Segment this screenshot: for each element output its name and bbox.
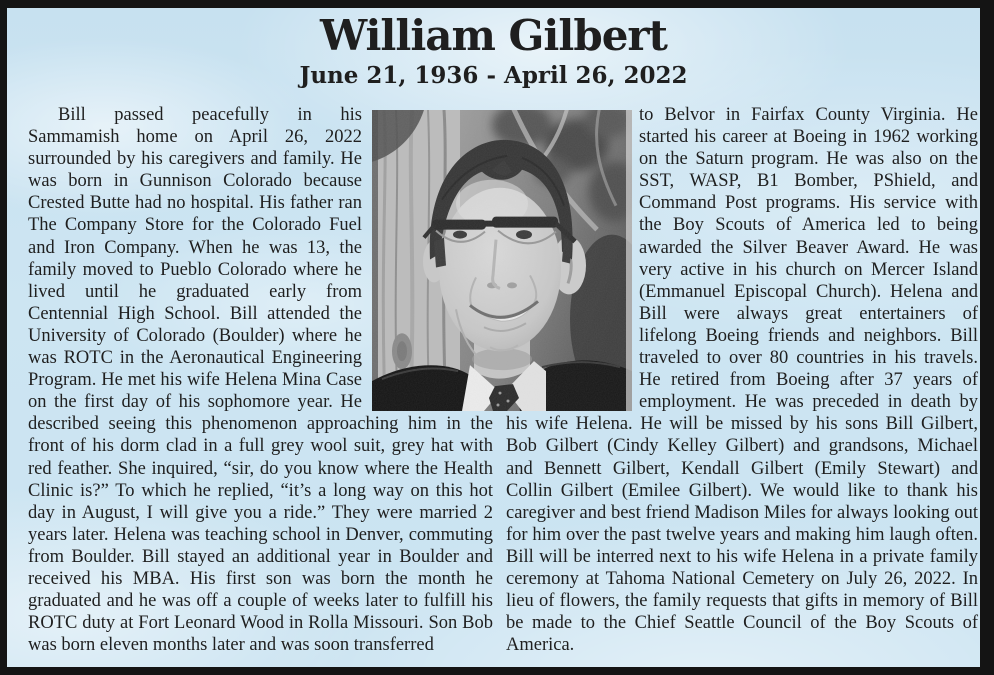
film-grain — [372, 110, 632, 411]
obituary-header — [7, 8, 980, 89]
portrait-photo — [372, 110, 632, 411]
portrait-illustration — [372, 110, 632, 411]
obituary-text-left: Bill passed peacefully in his Sammamish home on April 26, 2022 surrounded by his caregivers and family. He was born in Gunnison Colorado because Crested Butte had no hospital. His father ran The Company Store for the Colorado Fuel and Iron Company. When he was 13, the family moved to Pueblo Colorado where he lived until he graduated early from Centennial High School. Bill attended the University of Colorado (Boulder) where he was ROTC in the Aeronautical Engineering Program. He met his wife Helena Mina Case on the first day of his sophomore year. He described seeing this phenomenon approaching him in the front of his dorm clad in a full grey wool suit, grey hat with red feather. She inquired, “sir, do you know where the Health Clinic is?” To which he replied, “it’s a long way on this hot day in August, I will give you a ride.” They were married 2 years later. Helena was teaching school in Denver, commuting from Boulder. Bill stayed an additional year in Boulder and received his MBA. His first son was born the month he graduated and he was off a couple of weeks later to fulfill his ROTC duty at Fort Leonard Wood in Rolla Missouri. Son Bob was born eleven months later and was soon transferred — [28, 105, 493, 656]
life-dates: June 21, 1936 - April 26, 2022 — [299, 62, 688, 89]
obituary-text-right: to Belvor in Fairfax County Virginia. He started his career at Boeing in 1962 working on the Saturn program. He was also on the SST, WASP, B1 Bomber, PShield, and Command Post programs. His service with the Boy Scouts of America led to being awarded the Silver Beaver Award. He was very active in his church on Mercer Island (Emmanuel Episcopal Church). Helena and Bill were always great entertainers of lifelong Boeing friends and neighbors. Bill traveled to over 80 countries in his travels. He retired from Boeing after 37 years of employment. He was preceded in death by his wife Helena. He will be missed by his sons Bill Gilbert, Bob Gilbert (Cindy Kelley Gilbert) and grandsons, Michael and Bennett Gilbert, Kendall Gilbert (Emily Stewart) and Collin Gilbert (Emilee Gilbert). We would like to thank his caregiver and best friend Madison Miles for always looking out for him over the past twelve years and making him laugh often. Bill will be interred next to his wife Helena in a private family ceremony at Tahoma National Cemetery on July 26, 2022. In lieu of flowers, the family requests that gifts in memory of Bill be made to the Chief Seattle Council of the Boy Scouts of America. — [506, 105, 978, 656]
page-title: William Gilbert — [320, 11, 667, 60]
